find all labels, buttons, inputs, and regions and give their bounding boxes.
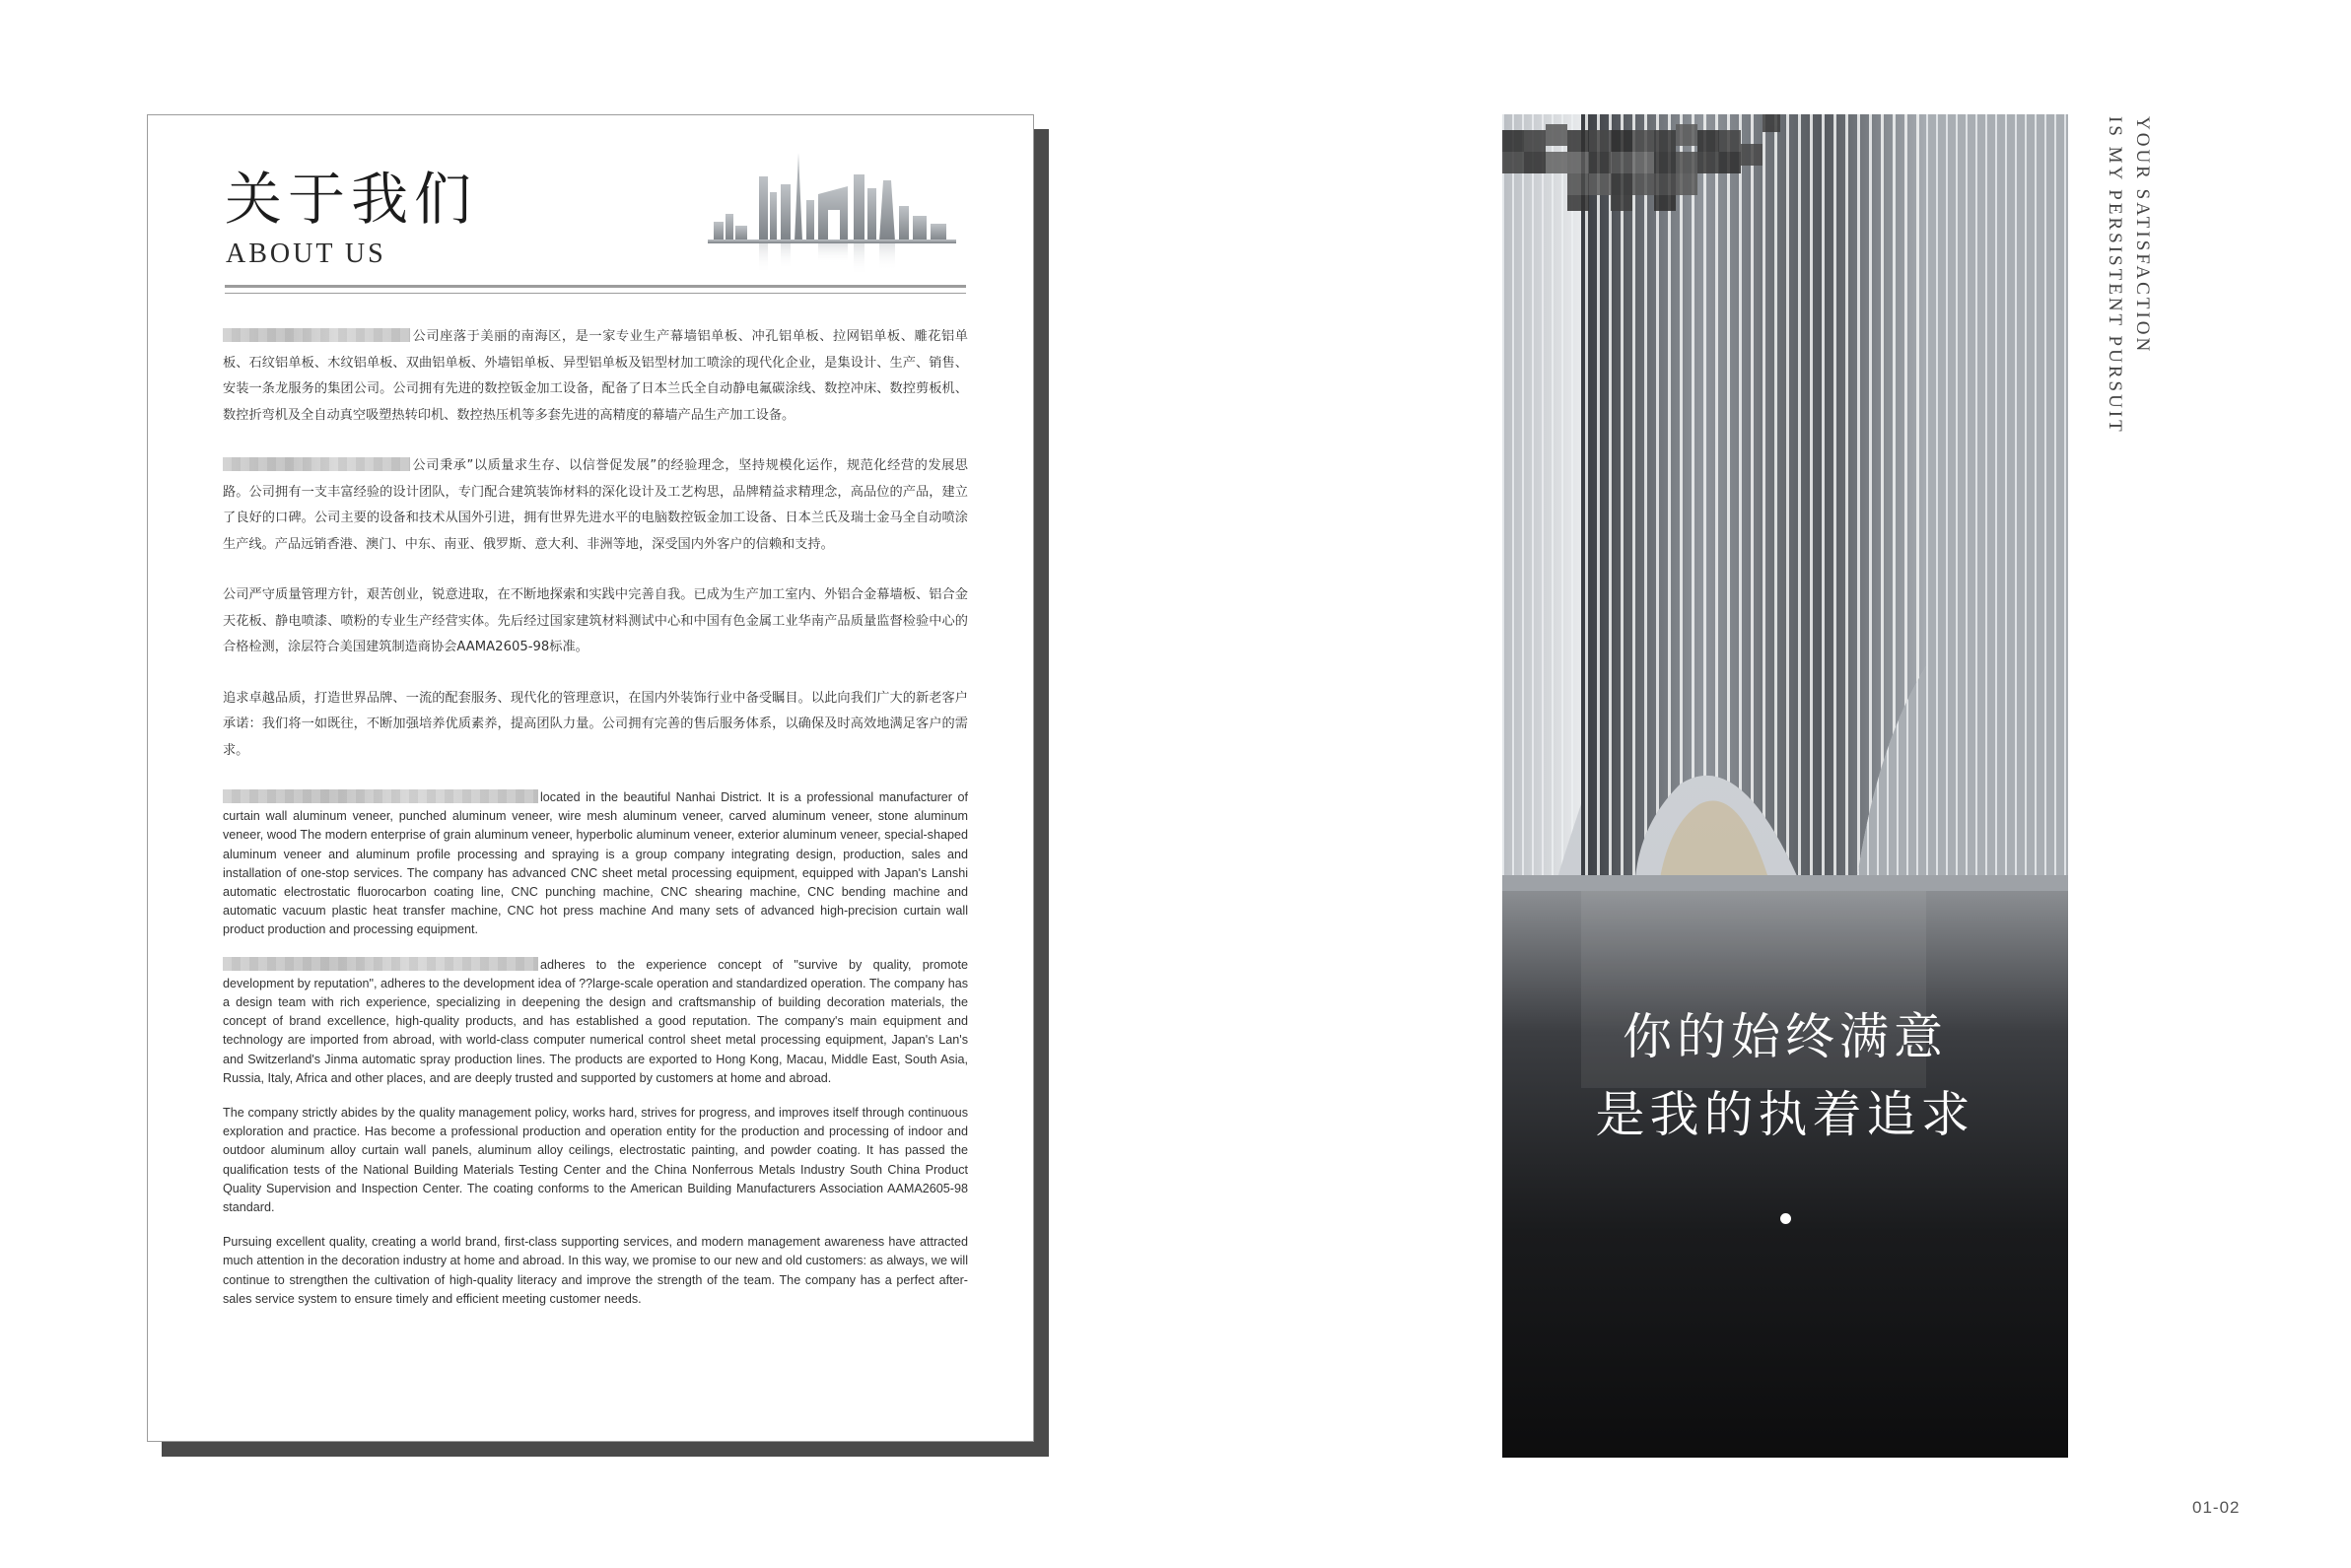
city-skyline-image [700,145,966,283]
paragraph-en: The company strictly abides by the quality management policy, works hard, strives for progress, and improves itself through continuous exploration and practice. Has become a professional production and operation entity for the production and processing of indoor and outdoor aluminum alloy curtain wall panels, aluminum alloy ceilings, electrostatic painting, and powder coating. It has passed the qualification tests of the National Building Materials Testing Center and the China Nonferrous Metals Industry South China Product Quality Supervision and Inspection Center. The coating conforms to the American Building Manufacturers Association AAMA2605-98 standard. [223,1106,968,1215]
building-photo [1502,114,2068,1458]
bullet-dot [1780,1213,1791,1224]
paragraph-en: Pursuing excellent quality, creating a world brand, first-class supporting services, and modern management awareness have attracted much attention in the decoration industry at home and abroad. In this way, we promise to our new and old customers: as always, we will continue to strengthen the cultivation of high-quality literacy and improve the strength of the team. The company has a perfect after-sales service system to ensure timely and efficient meeting customer needs. [223,1235,968,1306]
slogan-line-2: 是我的执着追求 [1595,1086,1975,1143]
page-number: 01-02 [2192,1498,2241,1517]
about-page [147,114,1034,1442]
page-title: 关于我们 [225,166,478,233]
paragraph-cn: 追求卓越品质，打造世界品牌、一流的配套服务、现代化的管理意识，在国内外装饰行业中备受瞩目。以此向我们广大的新老客户承诺：我们将一如既往，不断加强培养优质素养，提高团队力量。公司拥有完善的售后服务体系，以确保及时高效地满足客户的需求。 [223,690,968,758]
header-rule-thin [225,293,966,294]
slogan-line-1: 你的始终满意 [1623,1008,1948,1065]
cover-photo [1502,114,2068,1458]
redacted-company-name [223,457,410,471]
paragraph-cn: 公司座落于美丽的南海区，是一家专业生产幕墙铝单板、冲孔铝单板、拉网铝单板、雕花铝单板、石纹铝单板、木纹铝单板、双曲铝单板、外墙铝单板、异型铝单板及铝型材加工喷涂的现代化企业，是集设计、生产、销售、安装一条龙服务的集团公司。公司拥有先进的数控钣金加工设备，配备了日本兰氏全自动静电氟碳涂线、数控冲床、数控剪板机、数控折弯机及全自动真空吸塑热转印机、数控热压机等多套先进的高精度的幕墙产品生产加工设备。 [223,329,968,423]
vertical-tagline-2: IS MY PERSISTENT PURSUIT [2105,116,2125,435]
paragraph-cn: 公司秉承”以质量求生存、以信誉促发展”的经验理念，坚持规模化运作，规范化经营的发展思路。公司拥有一支丰富经验的设计团队，专门配合建筑装饰材料的深化设计及工艺构思，品牌精益求精理念，高品位的产品，建立了良好的口碑。公司主要的设备和技术从国外引进，拥有世界先进水平的电脑数控钣金加工设备、日本兰氏及瑞士金马全自动喷涂生产线。产品远销香港、澳门、中东、南亚、俄罗斯、意大利、非洲等地，深受国内外客户的信赖和支持。 [223,458,968,552]
paragraph-cn: 公司严守质量管理方针，艰苦创业，锐意进取，在不断地探索和实践中完善自我。已成为生产加工室内、外铝合金幕墙板、铝合金天花板、静电喷漆、喷粉的专业生产经营实体。先后经过国家建筑材料测试中心和中国有色金属工业华南产品质量监督检验中心的合格检测，涂层符合美国建筑制造商协会AAMA2605-98标准。 [223,587,968,654]
redacted-company-name [223,789,538,803]
redacted-logo-mosaic [1502,114,1788,213]
paragraph-en: located in the beautiful Nanhai District. It is a professional manufacturer of curtain wall aluminum veneer, punched aluminum veneer, wire mesh aluminum veneer, carved aluminum veneer, stone aluminum veneer, wood The modern enterprise of grain aluminum veneer, hyperbolic aluminum veneer, exterior aluminum veneer, special-shaped aluminum veneer and aluminum profile processing and spraying is a group company integrating design, production, sales and installation of one-stop services. The company has advanced CNC sheet metal processing equipment, equipped with Japan's Lanshi automatic electrostatic fluorocarbon coating line, CNC punching machine, CNC shearing machine, CNC bending machine and automatic vacuum plastic heat transfer machine, CNC hot press machine And many sets of advanced high-precision curtain wall product production and processing equipment. [223,790,968,937]
page-subtitle: ABOUT US [226,239,386,269]
vertical-tagline-1: YOUR SATISFACTION [2132,116,2153,355]
paragraph-en: adheres to the experience concept of "survive by quality, promote development by reputation", adheres to the development idea of ??large-scale operation and standardized operation. The company has a design team with rich experience, specializing in deepening the design and craftsmanship of building decoration materials, the concept of brand excellence, high-quality products, and has established a good reputation. The company's main equipment and technology are imported from abroad, with world-class computer numerical control sheet metal processing equipment, Japan's Lan's and Switzerland's Jinma automatic spray production lines. The products are exported to Hong Kong, Macau, Middle East, South Asia, Russia, Italy, Africa and other places, and are deeply trusted and supported by customers at home and abroad. [223,957,968,1085]
about-text [223,324,968,1325]
header-rule [225,285,966,288]
redacted-company-name [223,328,410,342]
redacted-company-name [223,957,538,971]
